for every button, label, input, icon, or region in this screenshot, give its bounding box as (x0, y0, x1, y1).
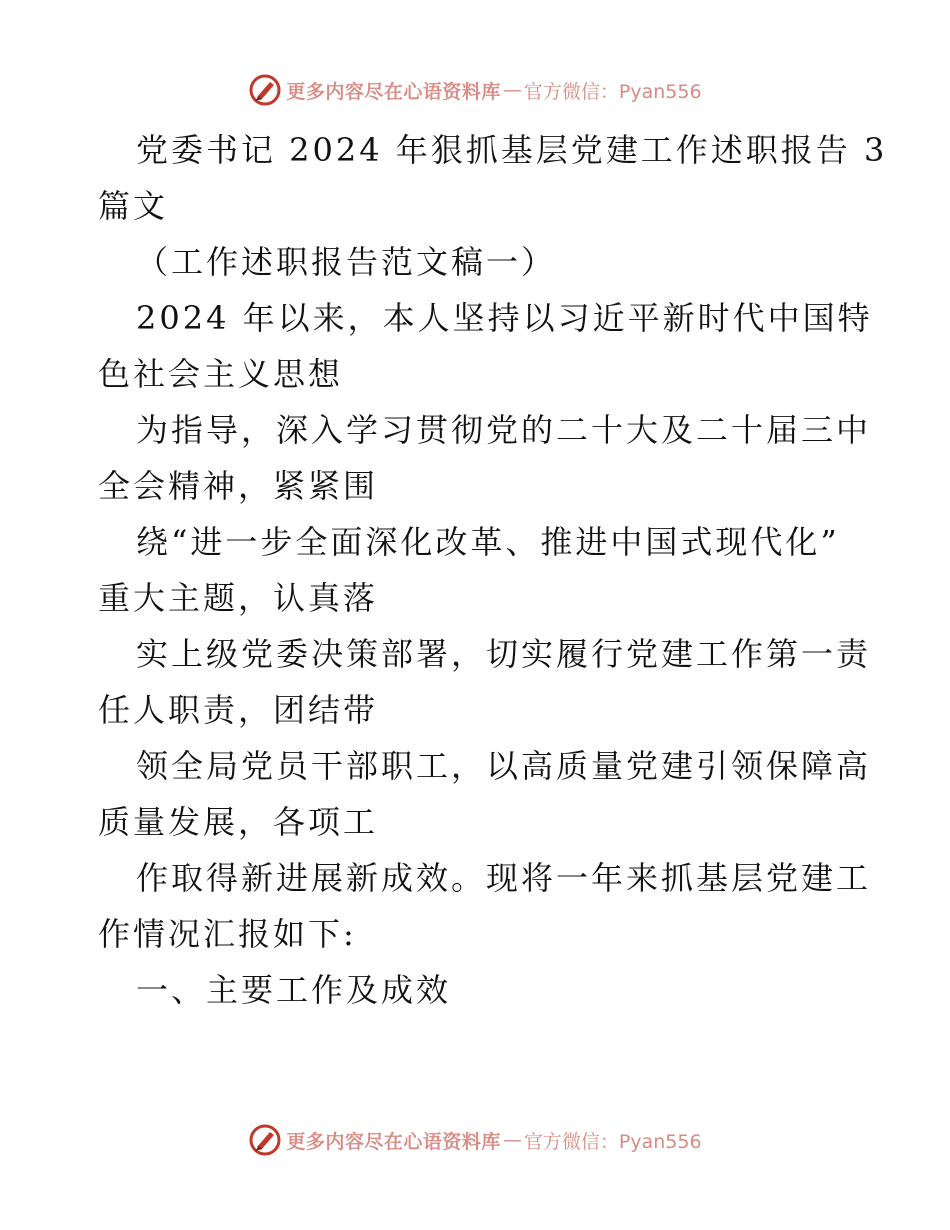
watermark-dash: — (502, 1129, 522, 1151)
paragraph-line: 领全局党员干部职工，以高质量党建引领保障高 (136, 747, 872, 785)
watermark-dash: — (502, 79, 522, 101)
watermark-site-text: 更多内容尽在心语资料库 (286, 80, 501, 103)
paragraph-line: 重大主题，认真落 (98, 579, 379, 617)
paragraph-line: 色社会主义思想 (98, 355, 344, 393)
paragraph-line: 绕“进一步全面深化改革、推进中国式现代化” (136, 523, 840, 561)
paragraph-line: 作情况汇报如下: (98, 915, 357, 953)
paragraph-line: 2024 年以来，本人坚持以习近平新时代中国特 (136, 299, 873, 337)
paragraph-line: 实上级党委决策部署，切实履行党建工作第一责 (136, 635, 872, 673)
paragraph-line: 为指导，深入学习贯彻党的二十大及二十届三中 (136, 411, 872, 449)
watermark-wechat-text: 官方微信：Pyan556 (523, 1130, 702, 1153)
brand-logo-icon (248, 73, 282, 107)
document-title-line-1: 党委书记 2024 年狠抓基层党建工作述职报告 3 (136, 131, 888, 169)
document-subtitle: （工作述职报告范文稿一） (136, 243, 557, 281)
brand-logo-icon (248, 1123, 282, 1157)
paragraph-line: 作取得新进展新成效。现将一年来抓基层党建工 (136, 859, 872, 897)
paragraph-line: 任人职责，团结带 (98, 691, 379, 729)
watermark-site-text: 更多内容尽在心语资料库 (286, 1130, 501, 1153)
watermark-wechat-text: 官方微信：Pyan556 (523, 80, 702, 103)
document-body (98, 122, 888, 1018)
paragraph-line: 质量发展，各项工 (98, 803, 379, 841)
section-heading: 一、主要工作及成效 (136, 971, 452, 1009)
document-title-line-2: 篇文 (98, 187, 169, 225)
paragraph-line: 全会精神，紧紧围 (98, 467, 379, 505)
header-watermark (0, 72, 950, 108)
footer-watermark (0, 1122, 950, 1158)
